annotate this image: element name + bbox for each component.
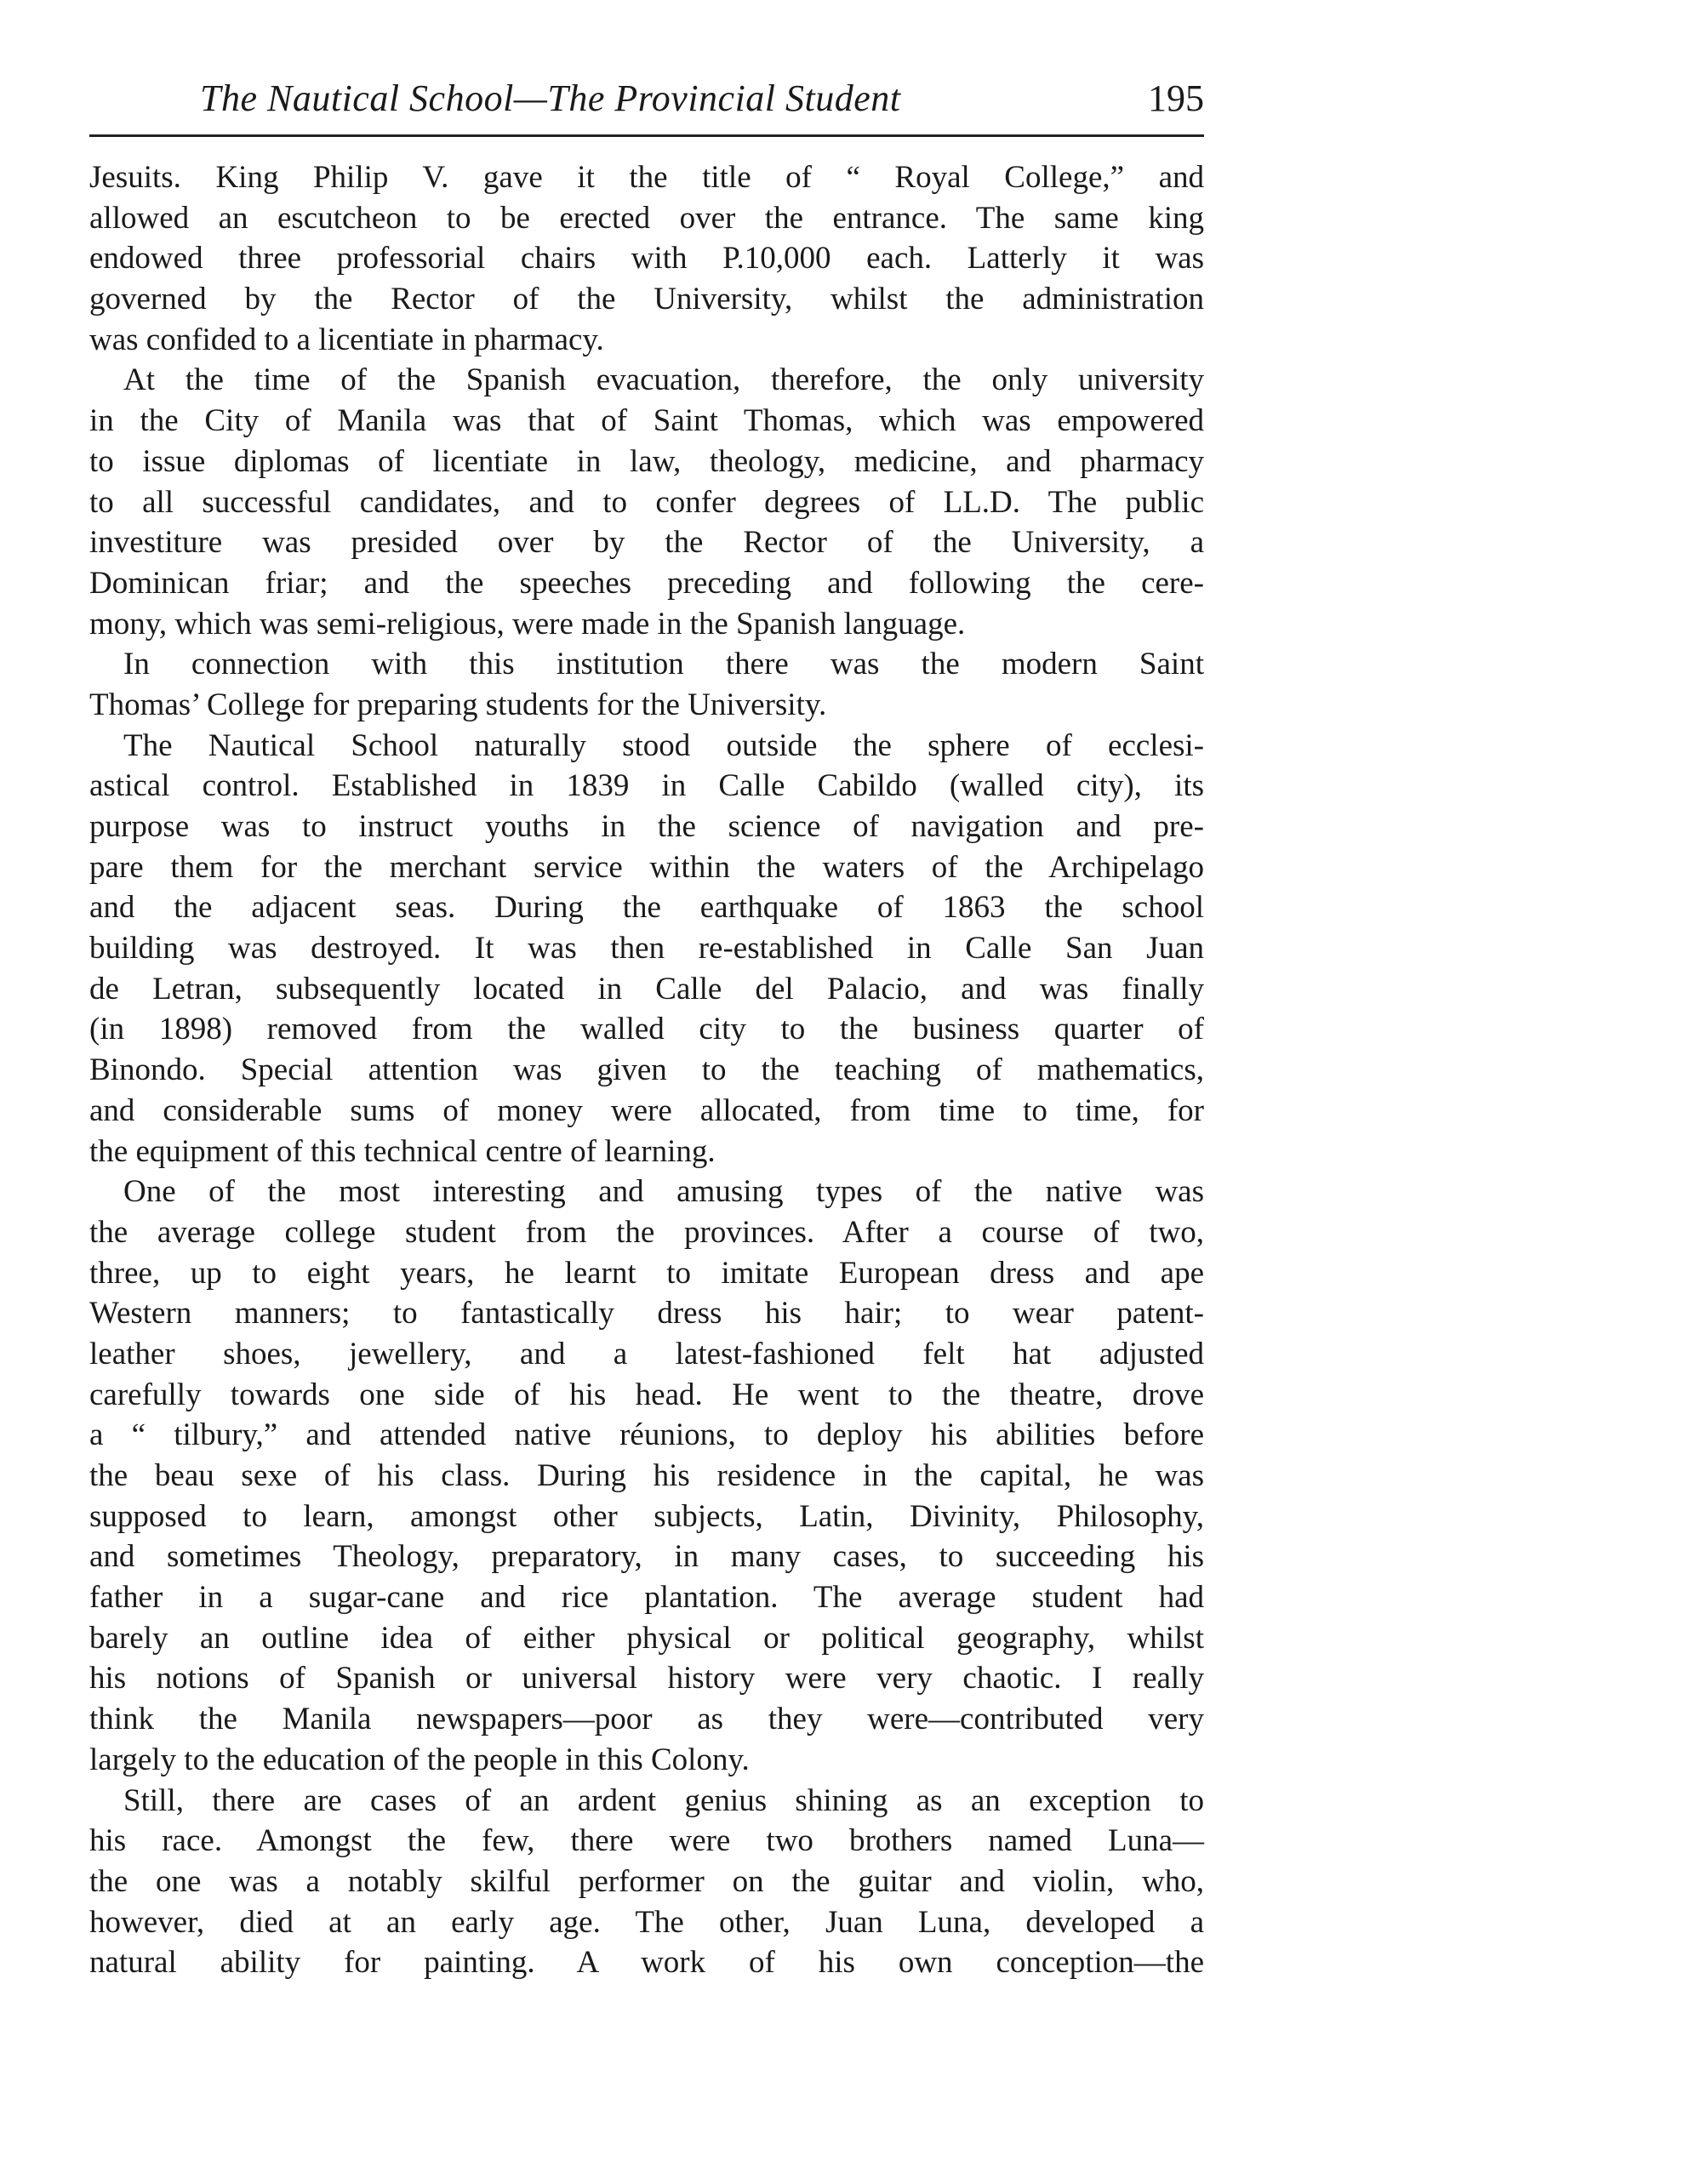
text-line: Western manners; to fantastically dress his hair; to wear patent-: [89, 1296, 1204, 1331]
text-line: governed by the Rector of the University, whilst the administration: [89, 282, 1204, 317]
text-line: a “ tilbury,” and attended native réunions, to deploy his abilities before: [89, 1417, 1204, 1453]
text-line: father in a sugar-cane and rice plantation. The average student had: [89, 1580, 1204, 1616]
text-line: allowed an escutcheon to be erected over the entrance. The same king: [89, 200, 1204, 236]
text-line: pare them for the merchant service within the waters of the Archipelago: [89, 849, 1204, 885]
text-line: three, up to eight years, he learnt to imitate European dress and ape: [89, 1255, 1204, 1291]
text-line: and the adjacent seas. During the earthquake of 1863 the school: [89, 890, 1204, 926]
text-line: de Letran, subsequently located in Calle del Palacio, and was finally: [89, 971, 1204, 1006]
text-line: astical control. Established in 1839 in Calle Cabildo (walled city), its: [89, 768, 1204, 804]
text-line: leather shoes, jewellery, and a latest-fashioned felt hat adjusted: [89, 1336, 1204, 1371]
text-line: investiture was presided over by the Rector of the University, a: [89, 525, 1204, 561]
text-line: One of the most interesting and amusing types of the native was: [123, 1174, 1204, 1210]
text-line: to all successful candidates, and to confer degrees of LL.D. The public: [89, 484, 1204, 520]
text-line: purpose was to instruct youths in the science of navigation and pre-: [89, 809, 1204, 844]
text-line: however, died at an early age. The other, Juan Luna, developed a: [89, 1904, 1204, 1940]
text-line: and considerable sums of money were allocated, from time to time, for: [89, 1092, 1204, 1128]
text-line: in the City of Manila was that of Saint Thomas, which was empowered: [89, 403, 1204, 439]
text-line: endowed three professorial chairs with P.10,000 each. Latterly it was: [89, 241, 1204, 277]
text-line: barely an outline idea of either physical or political geography, whilst: [89, 1620, 1204, 1656]
text-line: to issue diplomas of licentiate in law, theology, medicine, and pharmacy: [89, 443, 1204, 479]
text-line: his race. Amongst the few, there were two brothers named Luna—: [89, 1823, 1204, 1859]
text-line: his notions of Spanish or universal history were very chaotic. I really: [89, 1661, 1204, 1696]
text-line: Still, there are cases of an ardent genius shining as an exception to: [123, 1782, 1204, 1818]
page-number: 195: [1148, 77, 1204, 119]
running-title: The Nautical School—The Provincial Student: [200, 77, 901, 119]
text-line: mony, which was semi-religious, were made in the Spanish language.: [89, 606, 966, 642]
text-line: At the time of the Spanish evacuation, therefore, the only university: [123, 362, 1204, 398]
text-line: In connection with this institution there was the modern Saint: [123, 647, 1204, 682]
body-text: [89, 157, 1204, 1983]
text-line: Jesuits. King Philip V. gave it the title of “ Royal College,” and: [89, 160, 1204, 195]
text-line: Dominican friar; and the speeches preceding and following the cere-: [89, 565, 1204, 601]
text-line: the average college student from the provinces. After a course of two,: [89, 1214, 1204, 1250]
text-line: carefully towards one side of his head. He went to the theatre, drove: [89, 1377, 1204, 1412]
text-line: Binondo. Special attention was given to the teaching of mathematics,: [89, 1052, 1204, 1088]
text-line: was confided to a licentiate in pharmacy.: [89, 322, 604, 357]
text-line: and sometimes Theology, preparatory, in many cases, to succeeding his: [89, 1539, 1204, 1575]
text-line: the beau sexe of his class. During his residence in the capital, he was: [89, 1458, 1204, 1493]
text-line: think the Manila newspapers—poor as they were—contributed very: [89, 1702, 1204, 1737]
text-line: the one was a notably skilful performer on the guitar and violin, who,: [89, 1863, 1204, 1899]
text-line: building was destroyed. It was then re-established in Calle San Juan: [89, 931, 1204, 967]
header-rule: [89, 134, 1204, 137]
text-line: the equipment of this technical centre of learning.: [89, 1133, 716, 1169]
text-line: largely to the education of the people in this Colony.: [89, 1742, 750, 1777]
text-line: supposed to learn, amongst other subjects, Latin, Divinity, Philosophy,: [89, 1498, 1204, 1534]
text-line: natural ability for painting. A work of his own conception—the: [89, 1945, 1204, 1981]
text-line: Thomas’ College for preparing students for the University.: [89, 687, 827, 722]
text-line: The Nautical School naturally stood outside the sphere of ecclesi-: [123, 727, 1204, 763]
page-header: [200, 77, 1204, 128]
text-line: (in 1898) removed from the walled city to the business quarter of: [89, 1012, 1204, 1047]
